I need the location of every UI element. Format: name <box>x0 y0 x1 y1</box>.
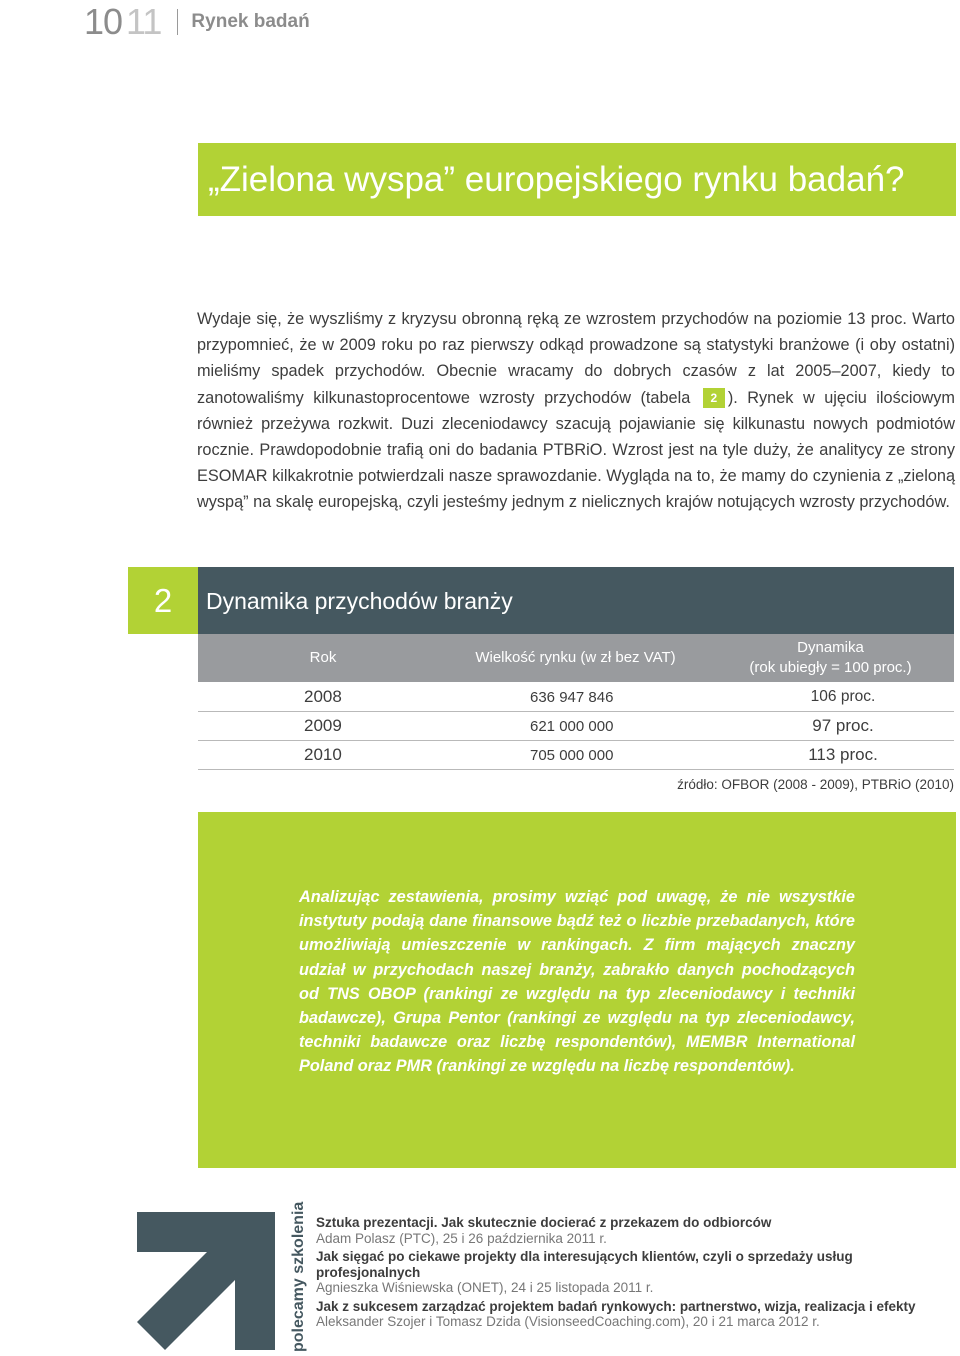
recommended-item <box>316 1299 936 1330</box>
table-row <box>198 712 954 741</box>
recommended-item-details: Adam Polasz (PTC), 25 i 26 października 2011 r. <box>316 1230 607 1246</box>
page-number-right: 11 <box>126 1 162 42</box>
recommended-item-details: Aleksander Szojer i Tomasz Dzida (VisionseedCoaching.com), 20 i 21 marca 2012 r. <box>316 1314 820 1329</box>
cell-year: 2010 <box>304 745 342 764</box>
header-market-size: Wielkość rynku (w zł bez VAT) <box>475 649 676 666</box>
cell-dynamics: 106 proc. <box>810 688 876 705</box>
note-box <box>198 812 956 1168</box>
cell-dynamics: 97 proc. <box>812 716 874 735</box>
table-row <box>198 741 954 770</box>
cell-market-size: 705 000 000 <box>530 747 614 764</box>
recommended-list <box>316 1215 936 1333</box>
cell-market-size: 636 947 846 <box>530 689 614 706</box>
article-paragraph <box>197 306 955 516</box>
table-number-badge: 2 <box>128 567 198 634</box>
recommended-label: polecamy szkolenia <box>290 1201 307 1352</box>
recommended-item-title: Jak sięgać po ciekawe projekty dla interesujących klientów, czyli o sprzedaży usług profesjonalnych <box>316 1249 853 1280</box>
article-title: „Zielona wyspa” europejskiego rynku badań? <box>208 160 905 199</box>
header-dynamics-line2: (rok ubiegły = 100 proc.) <box>749 659 912 676</box>
cell-market-size: 621 000 000 <box>530 718 614 735</box>
page-header <box>84 2 310 42</box>
recommended-item-title: Sztuka prezentacji. Jak skutecznie docierać z przekazem do odbiorców <box>316 1215 772 1230</box>
note-text: Analizując zestawienia, prosimy wziąć pod uwagę, że nie wszystkie instytuty podają dane finansowe bądź też o liczbie przebadanych, które umożliwiają umieszczenie w rankingach. Z firm mających znaczny udział w przychodach naszej branży, zabrakło danych pochodzących od TNS OBOP (rankingi ze względu na typ zleceniodawcy i techniki badawcze), Grupa Pentor (rankingi ze względu na typ zleceniodawcy, techniki badawcze oraz liczbę respondentów), MEMBR International Poland oraz PMR (rankingi ze względu na liczbę respondentów). <box>299 888 855 1076</box>
section-title: Rynek badań <box>191 11 310 32</box>
article-title-band <box>198 143 956 216</box>
page-number-left: 10 <box>84 1 123 42</box>
recommended-item <box>316 1215 936 1246</box>
table-title-bar <box>198 567 954 634</box>
paragraph-part-1: Wydaje się, że wyszliśmy z kryzysu obronną ręką ze wzrostem przychodów na poziomie 13 proc. Warto przypomnieć, że w 2009 roku po raz pierwszy odkąd prowadzone są statystyki branżowe (i oby ostatni) mieliśmy spadek przychodów. Obecnie wracamy do dobrych czasów z lat 2005–2007, kiedy to zanotowaliśmy kilkunastoprocentowe wzrosty przychodów (tabela <box>197 310 955 407</box>
recommended-item-title: Jak z sukcesem zarządzać projektem badań rynkowych: partnerstwo, wizja, realizacja i efekty <box>316 1298 916 1314</box>
arrow-icon <box>137 1212 275 1350</box>
cell-year: 2008 <box>304 687 342 706</box>
cell-year: 2009 <box>304 716 342 735</box>
header-dynamics-line1: Dynamika <box>797 639 864 656</box>
table-row <box>198 683 954 712</box>
header-divider <box>177 9 178 35</box>
table-source: źródło: OFBOR (2008 - 2009), PTBRiO (2010) <box>677 777 954 792</box>
table-reference-badge: 2 <box>703 388 725 408</box>
table-title: Dynamika przychodów branży <box>206 588 513 614</box>
recommended-item <box>316 1249 936 1296</box>
paragraph-part-2: ). Rynek w ujęciu ilościowym również przeżywa rozkwit. Duzi zleceniodawcy szacują pojawianie się kilkunastu nowych podmiotów rocznie. Prawdopodobnie trafią oni do badania PTBRiO. Wzrost jest na tyle duży, że analitycy ze strony ESOMAR kilkakrotnie potwierdzali nasze sprawozdanie. Wygląda na to, że mamy do czynienia z „zieloną wyspą” na skalę europejską, czyli jesteśmy jednym z nielicznych krajów notujących wzrosty przychodów. <box>197 388 955 512</box>
recommended-item-details: Agnieszka Wiśniewska (ONET), 24 i 25 listopada 2011 r. <box>316 1280 654 1295</box>
header-year: Rok <box>309 649 337 666</box>
header-dynamics <box>723 634 938 682</box>
table-header-row <box>198 634 954 682</box>
cell-dynamics: 113 proc. <box>808 745 878 764</box>
